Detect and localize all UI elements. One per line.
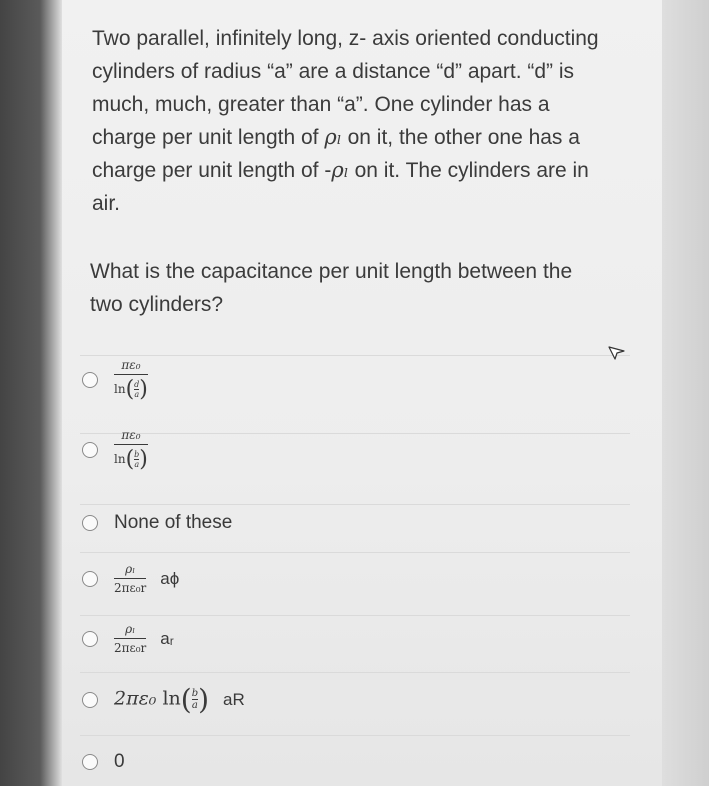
- mini-denominator: a: [134, 390, 140, 399]
- right-paren: ): [198, 683, 210, 716]
- ln-function: ln: [162, 687, 181, 710]
- option-divider: [80, 504, 630, 505]
- radio-button[interactable]: [82, 372, 98, 388]
- mini-denominator: a: [134, 460, 140, 469]
- left-paren: (: [125, 377, 135, 402]
- rho-symbol: ρₗ: [324, 125, 342, 149]
- question-line: [92, 154, 652, 187]
- unit-vector: aR: [223, 689, 245, 709]
- left-paren: (: [180, 683, 192, 716]
- fraction-numerator: ρₗ: [125, 562, 136, 576]
- unit-vector: aϕ: [160, 568, 180, 588]
- mini-numerator: b: [134, 450, 140, 459]
- mini-numerator: d: [134, 380, 140, 389]
- answer-option-4[interactable]: [82, 562, 179, 595]
- fraction-numerator: πε₀: [121, 358, 141, 372]
- fraction-denominator: 2πε₀r: [114, 638, 146, 655]
- fraction-denominator: [114, 444, 148, 472]
- fraction-numerator: ρₗ: [125, 622, 136, 636]
- question-text: [92, 22, 652, 220]
- option-divider: [80, 672, 630, 673]
- question-line: cylinders of radius “a” are a distance “d” apart. “d” is: [92, 60, 575, 83]
- question-prompt: [90, 255, 630, 321]
- ln-function: ln: [114, 382, 126, 396]
- unit-vector: aᵣ: [160, 628, 174, 648]
- question-line: Two parallel, infinitely long, z- axis oriented conducting: [92, 27, 599, 50]
- right-paren: ): [139, 447, 148, 472]
- option-label: None of these: [114, 512, 233, 533]
- mouse-pointer-icon: [608, 345, 626, 361]
- fraction: [114, 562, 146, 595]
- rho-symbol: ρₗ: [331, 158, 349, 182]
- radio-button[interactable]: [82, 692, 98, 708]
- option-divider: [80, 355, 630, 356]
- fraction: [114, 428, 148, 472]
- radio-button[interactable]: [82, 515, 98, 531]
- question-text-segment: charge per unit length of -: [92, 159, 332, 182]
- fraction: [114, 358, 148, 402]
- left-paren: (: [125, 447, 135, 472]
- fraction: [114, 622, 146, 655]
- prompt-line: two cylinders?: [90, 293, 224, 316]
- coefficient: 2πε₀: [114, 687, 157, 710]
- answer-option-2[interactable]: [82, 428, 148, 472]
- question-line: air.: [92, 192, 121, 215]
- fraction-denominator: [114, 374, 148, 402]
- question-line: [92, 121, 652, 154]
- question-line: much, much, greater than “a”. One cylinder has a: [92, 93, 550, 116]
- mini-numerator: b: [191, 688, 199, 699]
- answer-option-3[interactable]: [82, 512, 232, 534]
- answer-option-5[interactable]: [82, 622, 174, 655]
- fraction-numerator: πε₀: [121, 428, 141, 442]
- option-divider: [80, 433, 630, 434]
- mini-denominator: a: [191, 700, 198, 711]
- ln-function: ln: [114, 452, 126, 466]
- question-text-segment: on it. The cylinders are in: [348, 159, 589, 182]
- answer-option-7[interactable]: [82, 751, 125, 773]
- answer-option-6[interactable]: [82, 683, 245, 716]
- radio-button[interactable]: [82, 571, 98, 587]
- question-text-segment: charge per unit length of: [92, 126, 325, 149]
- option-divider: [80, 735, 630, 736]
- radio-button[interactable]: [82, 442, 98, 458]
- expression: [114, 683, 209, 716]
- answer-option-1[interactable]: [82, 358, 148, 402]
- option-divider: [80, 552, 630, 553]
- option-divider: [80, 615, 630, 616]
- prompt-line: What is the capacitance per unit length between the: [90, 260, 573, 283]
- question-text-segment: on it, the other one has a: [341, 126, 580, 149]
- right-paren: ): [139, 377, 148, 402]
- option-label: 0: [114, 751, 125, 772]
- fraction-denominator: 2πε₀r: [114, 578, 146, 595]
- radio-button[interactable]: [82, 754, 98, 770]
- radio-button[interactable]: [82, 631, 98, 647]
